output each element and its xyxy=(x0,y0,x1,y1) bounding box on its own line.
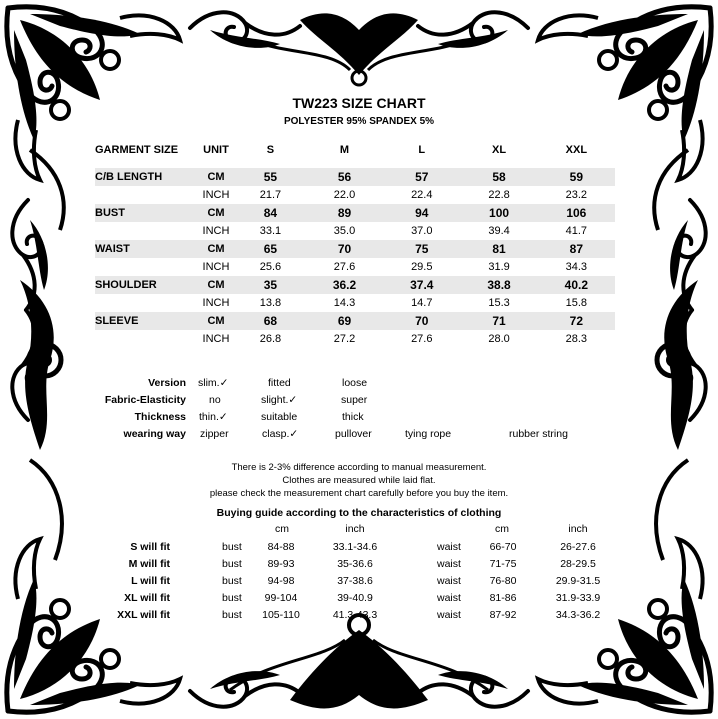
unit-cell: INCH xyxy=(202,333,230,345)
value-cell: 15.8 xyxy=(565,297,588,309)
measure-name: waist xyxy=(437,592,461,604)
value-cell: 28.3 xyxy=(565,333,588,345)
value-cell: 37.4 xyxy=(383,276,460,294)
size-table xyxy=(95,140,615,348)
value-cell: 55 xyxy=(235,168,306,186)
table-row xyxy=(95,276,615,294)
value-cell: 84 xyxy=(235,204,306,222)
value-cell: 22.8 xyxy=(488,189,510,201)
fit-label: XL will fit xyxy=(124,592,170,604)
value-cell: 28.0 xyxy=(488,333,510,345)
range-cm: 66-70 xyxy=(489,541,517,553)
value-cell: 70 xyxy=(383,312,460,330)
property-label: Thickness xyxy=(134,411,186,423)
value-cell: 69 xyxy=(306,312,383,330)
value-cell: 58 xyxy=(460,168,537,186)
value-cell: 38.8 xyxy=(460,276,537,294)
value-cell: 21.7 xyxy=(259,189,282,201)
value-cell: 22.0 xyxy=(333,189,356,201)
value-cell: 41.7 xyxy=(565,225,588,237)
unit-cell: CM xyxy=(197,312,235,330)
value-cell: 75 xyxy=(383,240,460,258)
range-inch: 37-38.6 xyxy=(337,575,373,587)
property-label: Fabric-Elasticity xyxy=(104,394,186,406)
row-label: WAIST xyxy=(95,240,197,258)
measure-name: waist xyxy=(437,575,461,587)
range-cm: 84-88 xyxy=(267,541,295,553)
measure-name: bust xyxy=(222,592,242,604)
property-option: suitable xyxy=(261,411,298,423)
range-inch: 26-27.6 xyxy=(560,541,596,553)
table-row xyxy=(95,312,615,330)
property-option: tying rope xyxy=(405,428,452,440)
range-cm: 94-98 xyxy=(267,575,295,587)
property-option: pullover xyxy=(335,428,372,440)
unit-cell: INCH xyxy=(202,225,230,237)
unit-cell: CM xyxy=(197,168,235,186)
measure-name: waist xyxy=(437,558,461,570)
value-cell: 87 xyxy=(538,240,615,258)
range-inch: 28-29.5 xyxy=(560,558,596,570)
measure-name: waist xyxy=(437,541,461,553)
property-option: loose xyxy=(342,377,368,389)
buying-guide-header-inch: inch xyxy=(345,523,365,535)
value-cell: 23.2 xyxy=(565,189,588,201)
measurement-note: Clothes are measured while laid flat. xyxy=(282,475,436,486)
range-cm: 71-75 xyxy=(489,558,517,570)
check-icon: .✓ xyxy=(216,377,229,389)
header-size-m: M xyxy=(339,144,350,156)
value-cell: 89 xyxy=(306,204,383,222)
chart-title: TW223 SIZE CHART xyxy=(292,95,426,111)
unit-cell: INCH xyxy=(202,189,230,201)
property-option: slim.✓ xyxy=(198,377,229,389)
table-row xyxy=(95,222,615,240)
range-cm: 99-104 xyxy=(264,592,298,604)
header-size-xxl: XXL xyxy=(565,144,588,156)
range-cm: 76-80 xyxy=(489,575,517,587)
table-row xyxy=(95,168,615,186)
range-cm: 81-86 xyxy=(489,592,517,604)
property-option: super xyxy=(341,394,368,406)
measure-name: bust xyxy=(222,541,242,553)
measurement-note: please check the measurement chart carefully before you buy the item. xyxy=(209,488,509,499)
value-cell: 94 xyxy=(383,204,460,222)
range-inch: 33.1-34.6 xyxy=(332,541,378,553)
check-icon: .✓ xyxy=(215,411,228,423)
check-icon: .✓ xyxy=(285,394,298,406)
row-label: BUST xyxy=(95,204,197,222)
row-label: SHOULDER xyxy=(95,276,197,294)
value-cell: 33.1 xyxy=(259,225,282,237)
value-cell: 14.7 xyxy=(411,297,433,309)
range-cm: 87-92 xyxy=(489,609,517,621)
value-cell: 72 xyxy=(538,312,615,330)
measure-name: waist xyxy=(437,609,461,621)
value-cell: 25.6 xyxy=(259,261,282,273)
table-row xyxy=(95,330,615,348)
value-cell: 27.6 xyxy=(411,333,433,345)
unit-cell: CM xyxy=(197,204,235,222)
value-cell: 14.3 xyxy=(333,297,356,309)
value-cell: 59 xyxy=(538,168,615,186)
header-size-l: L xyxy=(418,144,426,156)
range-inch: 29.9-31.5 xyxy=(555,575,601,587)
value-cell: 39.4 xyxy=(488,225,510,237)
table-row xyxy=(95,186,615,204)
measure-name: bust xyxy=(222,558,242,570)
property-label: Version xyxy=(148,377,186,389)
value-cell: 40.2 xyxy=(538,276,615,294)
property-option: clasp.✓ xyxy=(262,428,299,440)
value-cell: 27.6 xyxy=(333,261,356,273)
property-option: no xyxy=(209,394,221,406)
range-cm: 89-93 xyxy=(267,558,295,570)
range-inch: 39-40.9 xyxy=(337,592,373,604)
buying-guide-header-cm: cm xyxy=(275,523,289,535)
value-cell: 100 xyxy=(460,204,537,222)
value-cell: 13.8 xyxy=(259,297,282,309)
measure-name: bust xyxy=(222,575,242,587)
buying-guide-title: Buying guide according to the characteristics of clothing xyxy=(216,507,502,519)
value-cell: 35.0 xyxy=(333,225,356,237)
value-cell: 31.9 xyxy=(488,261,510,273)
fit-label: M will fit xyxy=(128,558,170,570)
buying-guide-header-inch: inch xyxy=(568,523,588,535)
value-cell: 36.2 xyxy=(306,276,383,294)
range-inch: 41.3-43.3 xyxy=(332,609,378,621)
property-label: wearing way xyxy=(123,428,186,440)
fabric-composition: POLYESTER 95% SPANDEX 5% xyxy=(283,116,435,127)
property-option: slight.✓ xyxy=(261,394,298,406)
range-inch: 34.3-36.2 xyxy=(555,609,601,621)
range-inch: 31.9-33.9 xyxy=(555,592,601,604)
header-size-xl: XL xyxy=(492,144,507,156)
value-cell: 27.2 xyxy=(333,333,356,345)
property-option: thick xyxy=(342,411,364,423)
unit-cell: CM xyxy=(197,240,235,258)
unit-cell: INCH xyxy=(202,261,230,273)
value-cell: 22.4 xyxy=(411,189,433,201)
check-icon: .✓ xyxy=(286,428,299,440)
row-label: SLEEVE xyxy=(95,312,197,330)
value-cell: 81 xyxy=(460,240,537,258)
table-row xyxy=(95,294,615,312)
value-cell: 70 xyxy=(306,240,383,258)
unit-cell: CM xyxy=(197,276,235,294)
header-unit: UNIT xyxy=(203,144,229,156)
header-size-s: S xyxy=(266,144,275,156)
value-cell: 34.3 xyxy=(565,261,588,273)
measure-name: bust xyxy=(222,609,242,621)
table-row xyxy=(95,258,615,276)
property-option: thin.✓ xyxy=(199,411,228,423)
value-cell: 65 xyxy=(235,240,306,258)
value-cell: 15.3 xyxy=(488,297,510,309)
value-cell: 29.5 xyxy=(411,261,433,273)
value-cell: 35 xyxy=(235,276,306,294)
value-cell: 56 xyxy=(306,168,383,186)
table-row xyxy=(95,204,615,222)
fit-label: XXL will fit xyxy=(117,609,170,621)
unit-cell: INCH xyxy=(202,297,230,309)
size-table-header xyxy=(95,140,615,160)
property-option: rubber string xyxy=(509,428,568,440)
value-cell: 57 xyxy=(383,168,460,186)
header-garment-size: GARMENT SIZE xyxy=(95,144,179,156)
property-option: zipper xyxy=(200,428,229,440)
value-cell: 71 xyxy=(460,312,537,330)
range-inch: 35-36.6 xyxy=(337,558,373,570)
value-cell: 106 xyxy=(538,204,615,222)
table-row xyxy=(95,240,615,258)
measurement-note: There is 2-3% difference according to manual measurement. xyxy=(231,462,487,473)
fit-label: L will fit xyxy=(131,575,170,587)
fit-label: S will fit xyxy=(130,541,170,553)
value-cell: 68 xyxy=(235,312,306,330)
value-cell: 26.8 xyxy=(259,333,282,345)
value-cell: 37.0 xyxy=(411,225,433,237)
range-cm: 105-110 xyxy=(262,609,300,621)
row-label: C/B LENGTH xyxy=(95,168,197,186)
property-option: fitted xyxy=(268,377,291,389)
buying-guide-header-cm: cm xyxy=(495,523,509,535)
